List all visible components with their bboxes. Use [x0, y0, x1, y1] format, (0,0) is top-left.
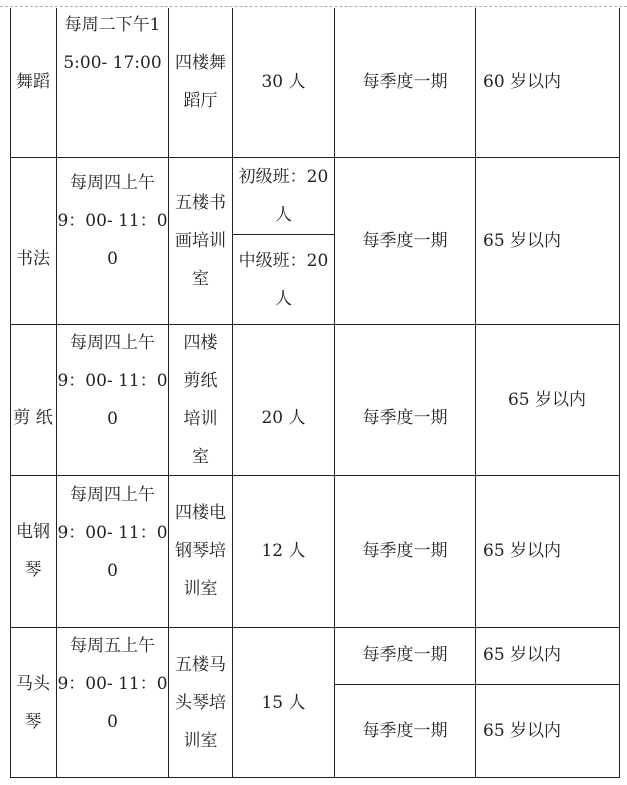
course-cell: 书法	[16, 249, 50, 269]
capacity-cell: 20 人	[261, 408, 306, 428]
course-cell: 剪 纸	[13, 408, 53, 428]
age-cell: 65 岁以内	[483, 231, 562, 251]
period-cell: 每季度一期	[362, 645, 448, 665]
age-cell: 65 岁以内	[507, 390, 587, 410]
capacity-cell: 15 人	[261, 693, 306, 713]
capacity-sub-cell: 中级班：20人	[238, 251, 329, 309]
place-cell: 四楼电钢琴培训室	[175, 503, 226, 599]
place-cell: 五楼马头琴培训室	[175, 655, 226, 751]
age-cell: 65 岁以内	[483, 541, 562, 561]
place-cell: 四楼剪纸培训室	[183, 333, 218, 467]
place-cell: 五楼书画培训室	[175, 193, 226, 289]
period-cell: 每季度一期	[362, 72, 448, 92]
course-cell: 马头琴	[16, 674, 50, 732]
time-cell: 每周四上午9：00- 11：00	[57, 173, 168, 269]
time-cell: 每周二下午15:00- 17:00	[63, 15, 162, 73]
age-cell: 65 岁以内	[483, 645, 562, 665]
period-cell: 每季度一期	[362, 721, 448, 741]
period-cell: 每季度一期	[362, 408, 448, 428]
age-cell: 60 岁以内	[483, 72, 562, 92]
course-cell: 电钢琴	[16, 522, 50, 580]
age-cell: 65 岁以内	[483, 721, 562, 741]
time-cell: 每周四上午9：00- 11：00	[57, 333, 168, 429]
capacity-sub-cell: 初级班：20人	[238, 167, 329, 225]
period-cell: 每季度一期	[362, 231, 448, 251]
place-cell: 四楼舞蹈厅	[175, 53, 226, 111]
time-cell: 每周五上午9：00- 11：00	[57, 636, 168, 732]
capacity-cell: 30 人	[261, 72, 306, 92]
capacity-cell: 12 人	[261, 541, 306, 561]
course-cell: 舞蹈	[16, 72, 50, 92]
time-cell: 每周四上午9：00- 11：00	[57, 485, 168, 581]
period-cell: 每季度一期	[362, 541, 448, 561]
